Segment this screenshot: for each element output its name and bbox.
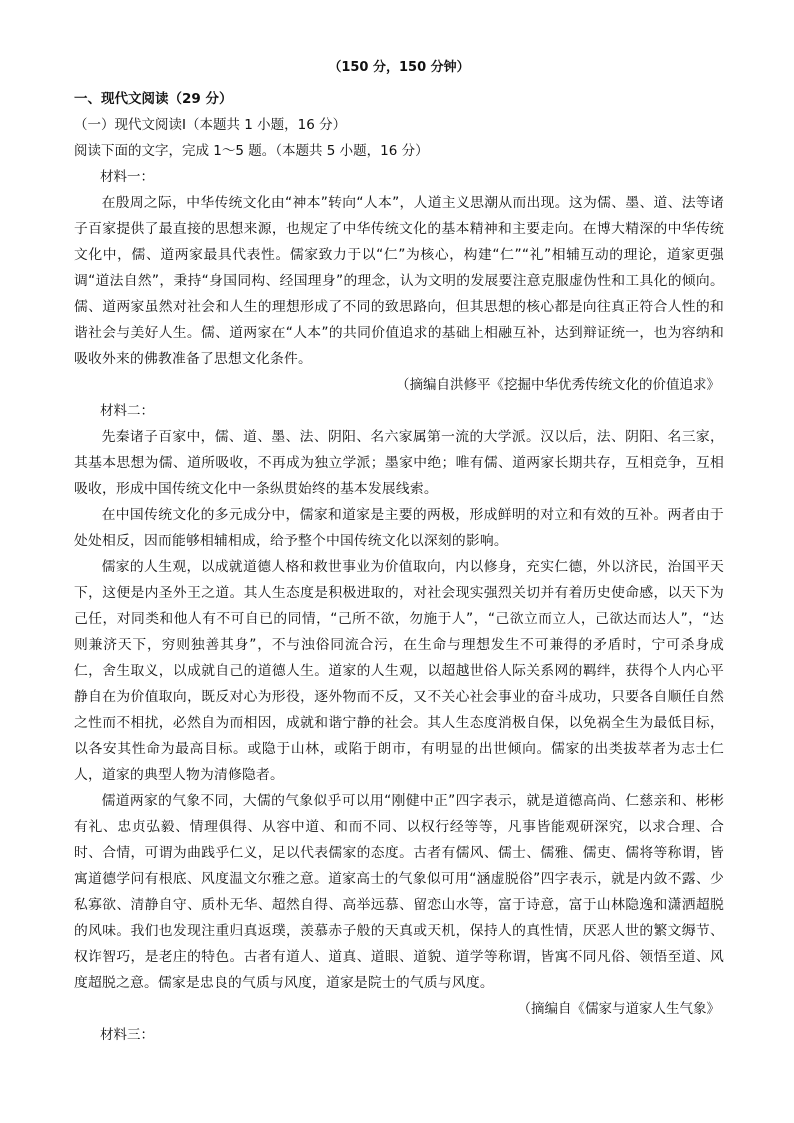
material-2-paragraph: 儒道两家的气象不同，大儒的气象似乎可以用“刚健中正”四字表示，就是道德高尚、仁慈亲和、彬彬有礼、忠贞弘毅、情理俱得、从容中道、和而不同、以权行经等等，凡事皆能观研深究，以求合理、合时、合情，可谓为曲践乎仁义，足以代表儒家的态度。古者有儒风、儒士、儒雅、儒吏、儒将等称谓，皆寓道德学问有根底、风度温文尔雅之意。道家高士的气象似可用“涵虚脱俗”四字表示，就是内敛不露、少私寡欲、清静自守、质朴无华、超然自得、高举远慕、留恋山水等，富于诗意，富于山林隐逸和潇洒超脱的风味。我们也发现注重归真返璞，羡慕赤子般的天真或天机，保持人的真性情，厌恶人世的繁文缛节、权诈智巧，是老庄的特色。古者有道人、道真、道眼、道貌、道学等称谓，皆寓不同凡俗、领悟至道、风度超脱之意。儒家是忠良的气质与风度，道家是院士的气质与风度。 [74,793,724,991]
material-2-label: 材料二： [100,403,154,419]
material-2-paragraph: 先秦诸子百家中，儒、道、墨、法、阴阳、名六家属第一流的大学派。汉以后，法、阴阳、名三家，其基本思想为儒、道所吸收，不再成为独立学派；墨家中绝；唯有儒、道两家长期共存，互相竞争，互相吸收，形成中国传统文化中一条纵贯始终的基本发展线索。 [74,429,724,497]
material-2-source: （摘编自《儒家与道家人生气象》 [517,1001,720,1017]
score-time-header: （150 分，150 分钟） [328,60,470,75]
subsection-title: （一）现代文阅读Ⅰ（本题共 1 小题，16 分） [74,117,347,133]
material-1-label: 材料一： [100,169,154,185]
reading-instruction: 阅读下面的文字，完成 1～5 题。（本题共 5 小题，16 分） [74,143,429,159]
material-2-paragraph: 儒家的人生观，以成就道德人格和救世事业为价值取向，内以修身，充实仁德，外以济民，治国平天下，这便是内圣外王之道。其人生态度是积极进取的，对社会现实强烈关切并有着历史使命感，以天下为己任，对同类和他人有不可自已的同情，“己所不欲，勿施于人”，“己欲立而立人，己欲达而达人”，“达则兼济天下，穷则独善其身”，不与浊俗同流合污，在生命与理想发生不可兼得的矛盾时，宁可杀身成仁，舍生取义，以成就自己的道德人生。道家的人生观，以超越世俗人际关系网的羁绊，获得个人内心平静自在为价值取向，既反对心为形役，逐外物而不反，又不关心社会事业的奋斗成功，只要各自顺任自然之性而不相扰，必然自为而相因，成就和谐宁静的社会。其人生态度消极自保，以免祸全生为最低目标，以各安其性命为最高目标。或隐于山林，或陷于朗市，有明显的出世倾向。儒家的出类拔萃者为志士仁人，道家的典型人物为清修隐者。 [74,559,724,783]
section-title: 一、现代文阅读（29 分） [74,91,233,107]
material-3-label: 材料三： [100,1027,154,1043]
exam-page [74,58,724,1048]
material-1-paragraph: 在殷周之际，中华传统文化由“神本”转向“人本”，人道主义思潮从而出现。这为儒、墨、道、法等诸子百家提供了最直接的思想来源，也规定了中华传统文化的基本精神和主要走向。在博大精深的中华传统文化中，儒、道两家最具代表性。儒家致力于以“仁”为核心，构建“仁”“礼”相辅互动的理论，道家更强调“道法自然”，秉持“身国同构、经国理身”的理念，认为文明的发展要注意克服虚伪性和工具化的倾向。儒、道两家虽然对社会和人生的理想形成了不同的致思路向，但其思想的核心都是向往真正符合人性的和谐社会与美好人生。儒、道两家在“人本”的共同价值追求的基础上相融互补，达到辩证统一，也为容纳和吸收外来的佛教准备了思想文化条件。 [74,195,724,367]
material-1-source: （摘编自洪修平《挖掘中华优秀传统文化的价值追求》 [396,377,720,393]
material-2-paragraph: 在中国传统文化的多元成分中，儒家和道家是主要的两极，形成鲜明的对立和有效的互补。两者由于处处相反，因而能够相辅相成，给予整个中国传统文化以深刻的影响。 [74,507,724,549]
